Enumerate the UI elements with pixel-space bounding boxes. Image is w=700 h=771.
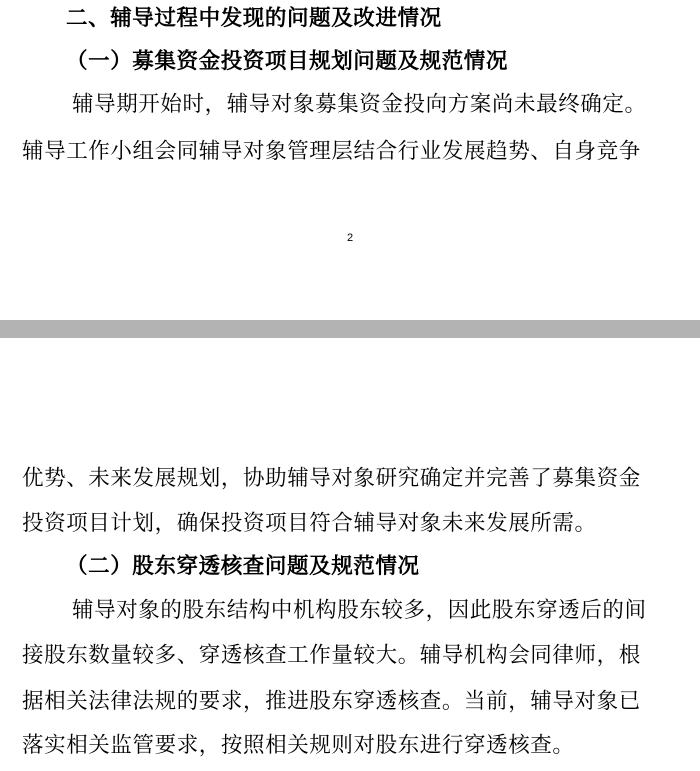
page-number: 2 bbox=[346, 232, 354, 244]
subsection-heading: （一）募集资金投资项目规划问题及规范情况 bbox=[66, 49, 509, 74]
paragraph-line: 优势、未来发展规划，协助辅导对象研究确定并完善了募集资金 bbox=[22, 466, 641, 491]
paragraph-line: 据相关法律法规的要求，推进股东穿透核查。当前，辅导对象已 bbox=[22, 689, 641, 714]
section-heading: 二、辅导过程中发现的问题及改进情况 bbox=[66, 6, 442, 31]
paragraph-line: 投资项目计划，确保投资项目符合辅导对象未来发展所需。 bbox=[22, 511, 597, 536]
document-page-top bbox=[0, 0, 700, 320]
page-separator bbox=[0, 320, 700, 338]
paragraph-line: 落实相关监管要求，按照相关规则对股东进行穿透核查。 bbox=[22, 733, 575, 758]
subsection-heading: （二）股东穿透核查问题及规范情况 bbox=[66, 554, 420, 579]
paragraph-line: 接股东数量较多、穿透核查工作量较大。辅导机构会同律师，根 bbox=[22, 643, 641, 668]
document-page-bottom bbox=[0, 338, 700, 771]
paragraph-line: 辅导期开始时，辅导对象募集资金投向方案尚未最终确定。 bbox=[72, 92, 647, 117]
paragraph-line: 辅导工作小组会同辅导对象管理层结合行业发展趋势、自身竞争 bbox=[22, 139, 641, 164]
paragraph-line: 辅导对象的股东结构中机构股东较多，因此股东穿透后的间 bbox=[72, 598, 647, 623]
